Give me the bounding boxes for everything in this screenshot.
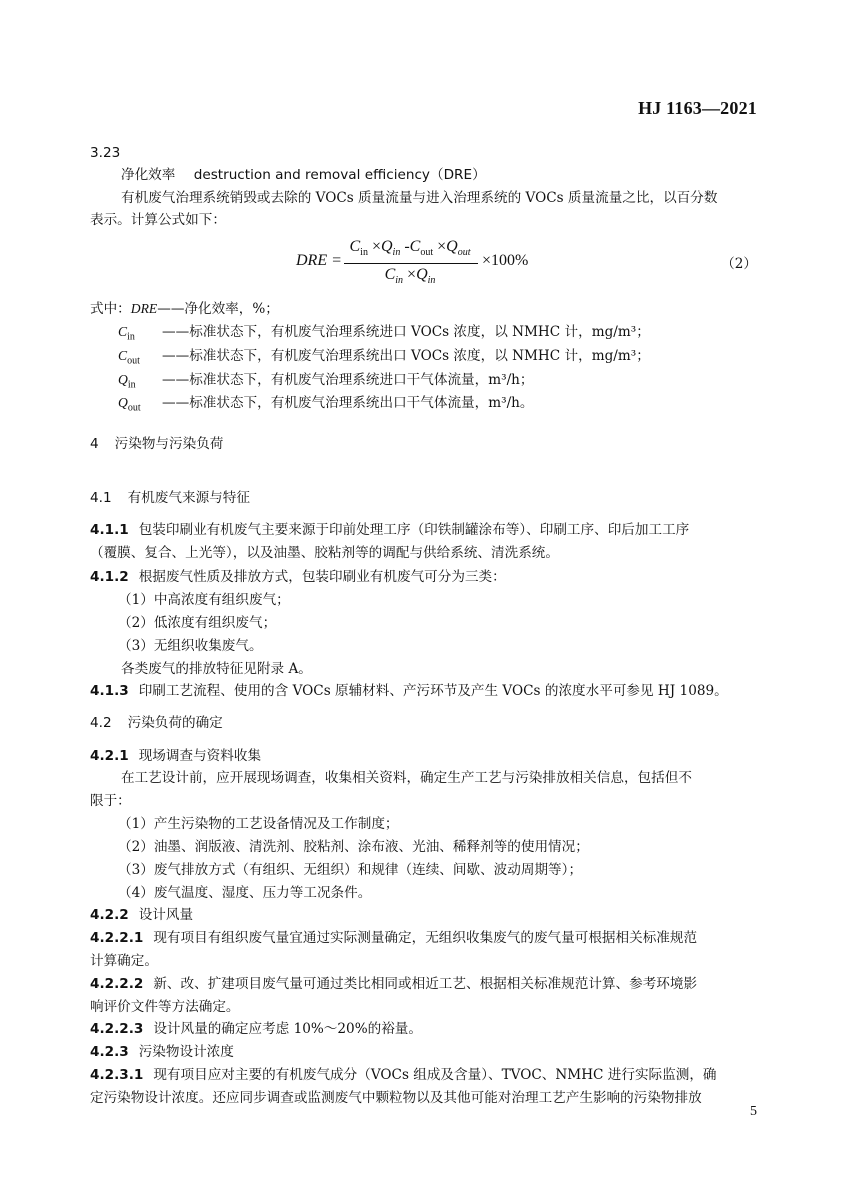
- clause-text: 在工艺设计前，应开展现场调查，收集相关资料，确定生产工艺与污染排放相关信息，包括但不: [121, 770, 692, 786]
- clause-4-1-2: 4.1.2 根据废气性质及排放方式，包装印刷业有机废气可分为三类：: [90, 569, 506, 585]
- term-cn: 净化效率: [121, 167, 176, 183]
- term-heading: [121, 164, 762, 186]
- clause-continuation: （覆膜、复合、上光等），以及油墨、胶粘剂等的调配与供给系统、清洗系统。: [90, 545, 559, 561]
- list-item: （3）废气排放方式（有组织、无组织）和规律（连续、间歇、波动周期等）；: [118, 862, 583, 878]
- section-number: 3.23: [90, 145, 121, 161]
- list-item: （3）无组织收集废气。: [118, 638, 263, 654]
- list-item: （4）废气温度、湿度、压力等工况条件。: [118, 885, 372, 901]
- clause-4-1-3: 4.1.3 印刷工艺流程、使用的含 VOCs 原辅材料、产污环节及产生 VOCs 的浓度水平可参见 HJ 1089。: [90, 683, 728, 699]
- chapter-heading: 4 污染物与污染负荷: [90, 436, 224, 452]
- list-item: （2）低浓度有组织废气；: [118, 615, 277, 631]
- clause-4-2-2-3: 4.2.2.3 设计风量的确定应考虑 10%～20%的裕量。: [90, 1021, 422, 1037]
- equation-number: （2）: [721, 256, 757, 272]
- clause-4-1-1: 4.1.1 包装印刷业有机废气主要来源于印前处理工序（印铁制罐涂布等）、印刷工序、印后加工工序: [90, 522, 690, 538]
- clause-4-2-3-1: 4.2.3.1 现有项目应对主要的有机废气成分（VOCs 组成及含量）、TVOC、NMHC 进行实际监测，确: [90, 1067, 717, 1083]
- formula-denominator: $C_{in} \times Q_{in}$: [384, 266, 436, 287]
- clause-4-2-2-1: 4.2.2.1 现有项目有组织废气量宜通过实际测量确定，无组织收集废气的废气量可根据相关标准规范: [90, 930, 698, 946]
- clause-4-2-3: 4.2.3 污染物设计浓度: [90, 1044, 234, 1060]
- where-item: $Q_{in}$ ——标准状态下，有机废气治理系统进口干气体流量，m³/h；: [118, 372, 534, 391]
- clause-4-2-2: 4.2.2 设计风量: [90, 907, 194, 923]
- list-item: （2）油墨、润版液、清洗剂、胶粘剂、涂布液、光油、稀释剂等的使用情况；: [118, 839, 589, 855]
- clause-4-2-1: 4.2.1 现场调查与资料收集: [90, 748, 262, 764]
- clause-continuation: 限于：: [90, 793, 131, 809]
- clause-continuation: 计算确定。: [90, 953, 158, 969]
- note-line: 各类废气的排放特征见附录 A。: [121, 661, 312, 677]
- list-item: （1）产生污染物的工艺设备情况及工作制度；: [118, 816, 399, 832]
- term-en: destruction and removal efficiency（DRE）: [193, 167, 486, 183]
- where-intro: 式中：DRE——净化效率，%；: [90, 301, 279, 317]
- page-number: 5: [750, 1104, 757, 1119]
- clause-continuation: 定污染物设计浓度。还应同步调查或监测废气中颗粒物以及其他可能对治理工艺产生影响的污染物排放: [90, 1090, 702, 1106]
- where-item: $C_{in}$ ——标准状态下，有机废气治理系统进口 VOCs 浓度，以 NMHC 计，mg/m³；: [118, 324, 650, 343]
- fraction-bar: [344, 263, 478, 264]
- dre-formula: [296, 238, 596, 294]
- where-item: $Q_{out}$ ——标准状态下，有机废气治理系统出口干气体流量，m³/h。: [118, 395, 534, 414]
- clause-4-2-2-2: 4.2.2.2 新、改、扩建项目废气量可通过类比相同或相近工艺、根据相关标准规范计算、参考环境影: [90, 976, 698, 992]
- formula-lhs: DRE =: [296, 252, 342, 269]
- definition-line: 表示。计算公式如下：: [90, 212, 226, 228]
- section-heading: 4.1 有机废气来源与特征: [90, 490, 250, 506]
- definition-line: 有机废气治理系统销毁或去除的 VOCs 质量流量与进入治理系统的 VOCs 质量流量之比，以百分数: [121, 190, 718, 206]
- section-heading: 4.2 污染负荷的确定: [90, 715, 223, 731]
- list-item: （1）中高浓度有组织废气；: [118, 592, 290, 608]
- formula-numerator: $C_{in} \times Q_{in}$ $-C_{out} \times Q_{out}$: [349, 238, 471, 259]
- standard-code: HJ 1163—2021: [638, 98, 757, 118]
- clause-continuation: 响评价文件等方法确定。: [90, 999, 240, 1015]
- where-item: $C_{out}$ ——标准状态下，有机废气治理系统出口 VOCs 浓度，以 NMHC 计，mg/m³；: [118, 348, 650, 367]
- formula-rhs: ×100%: [482, 252, 529, 269]
